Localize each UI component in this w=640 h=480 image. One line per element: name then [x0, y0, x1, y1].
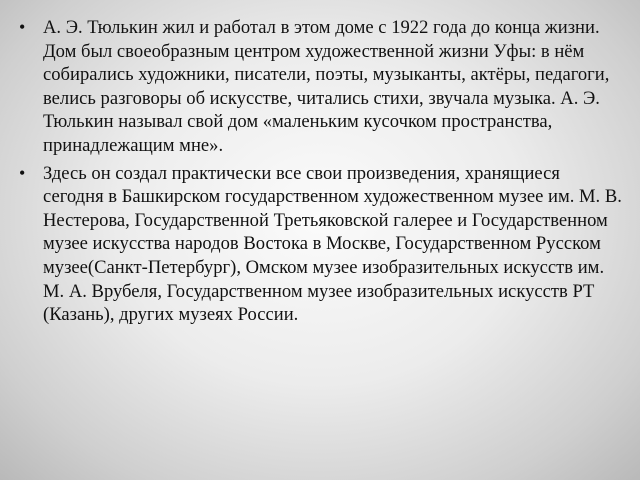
bullet-text-1: А. Э. Тюлькин жил и работал в этом доме с 1922 года до конца жизни. Дом был своеобразным центром художественной жизни Уфы: в нём собирались художники, писатели, поэты, музыканты, актёры, педагоги, велись разговоры об искусстве, читались стихи, звучала музыка. А. Э. Тюлькин называл свой дом «маленьким кусочком пространства, принадлежащим мне». [43, 17, 610, 156]
bullet-dot-icon: • [19, 17, 26, 37]
bullet-dot-icon: • [19, 162, 26, 183]
bullet-text-2: Здесь он создал практически все свои произведения, хранящиеся сегодня в Башкирском государственном художественном музее им. М. В. Нестерова, Государственной Третьяковской галерее и Государственном музее искусства народов Востока в Москве, Государственном Русском музее(Санкт-Петербург), Омском музее изобразительных искусств им. М. А. Врубеля, Государственном музее изобразительных искусств РТ (Казань), других музеях России. [43, 162, 622, 326]
bullet-item-1 [19, 16, 622, 158]
bullet-list [19, 16, 622, 327]
bullet-item-2 [19, 162, 622, 327]
